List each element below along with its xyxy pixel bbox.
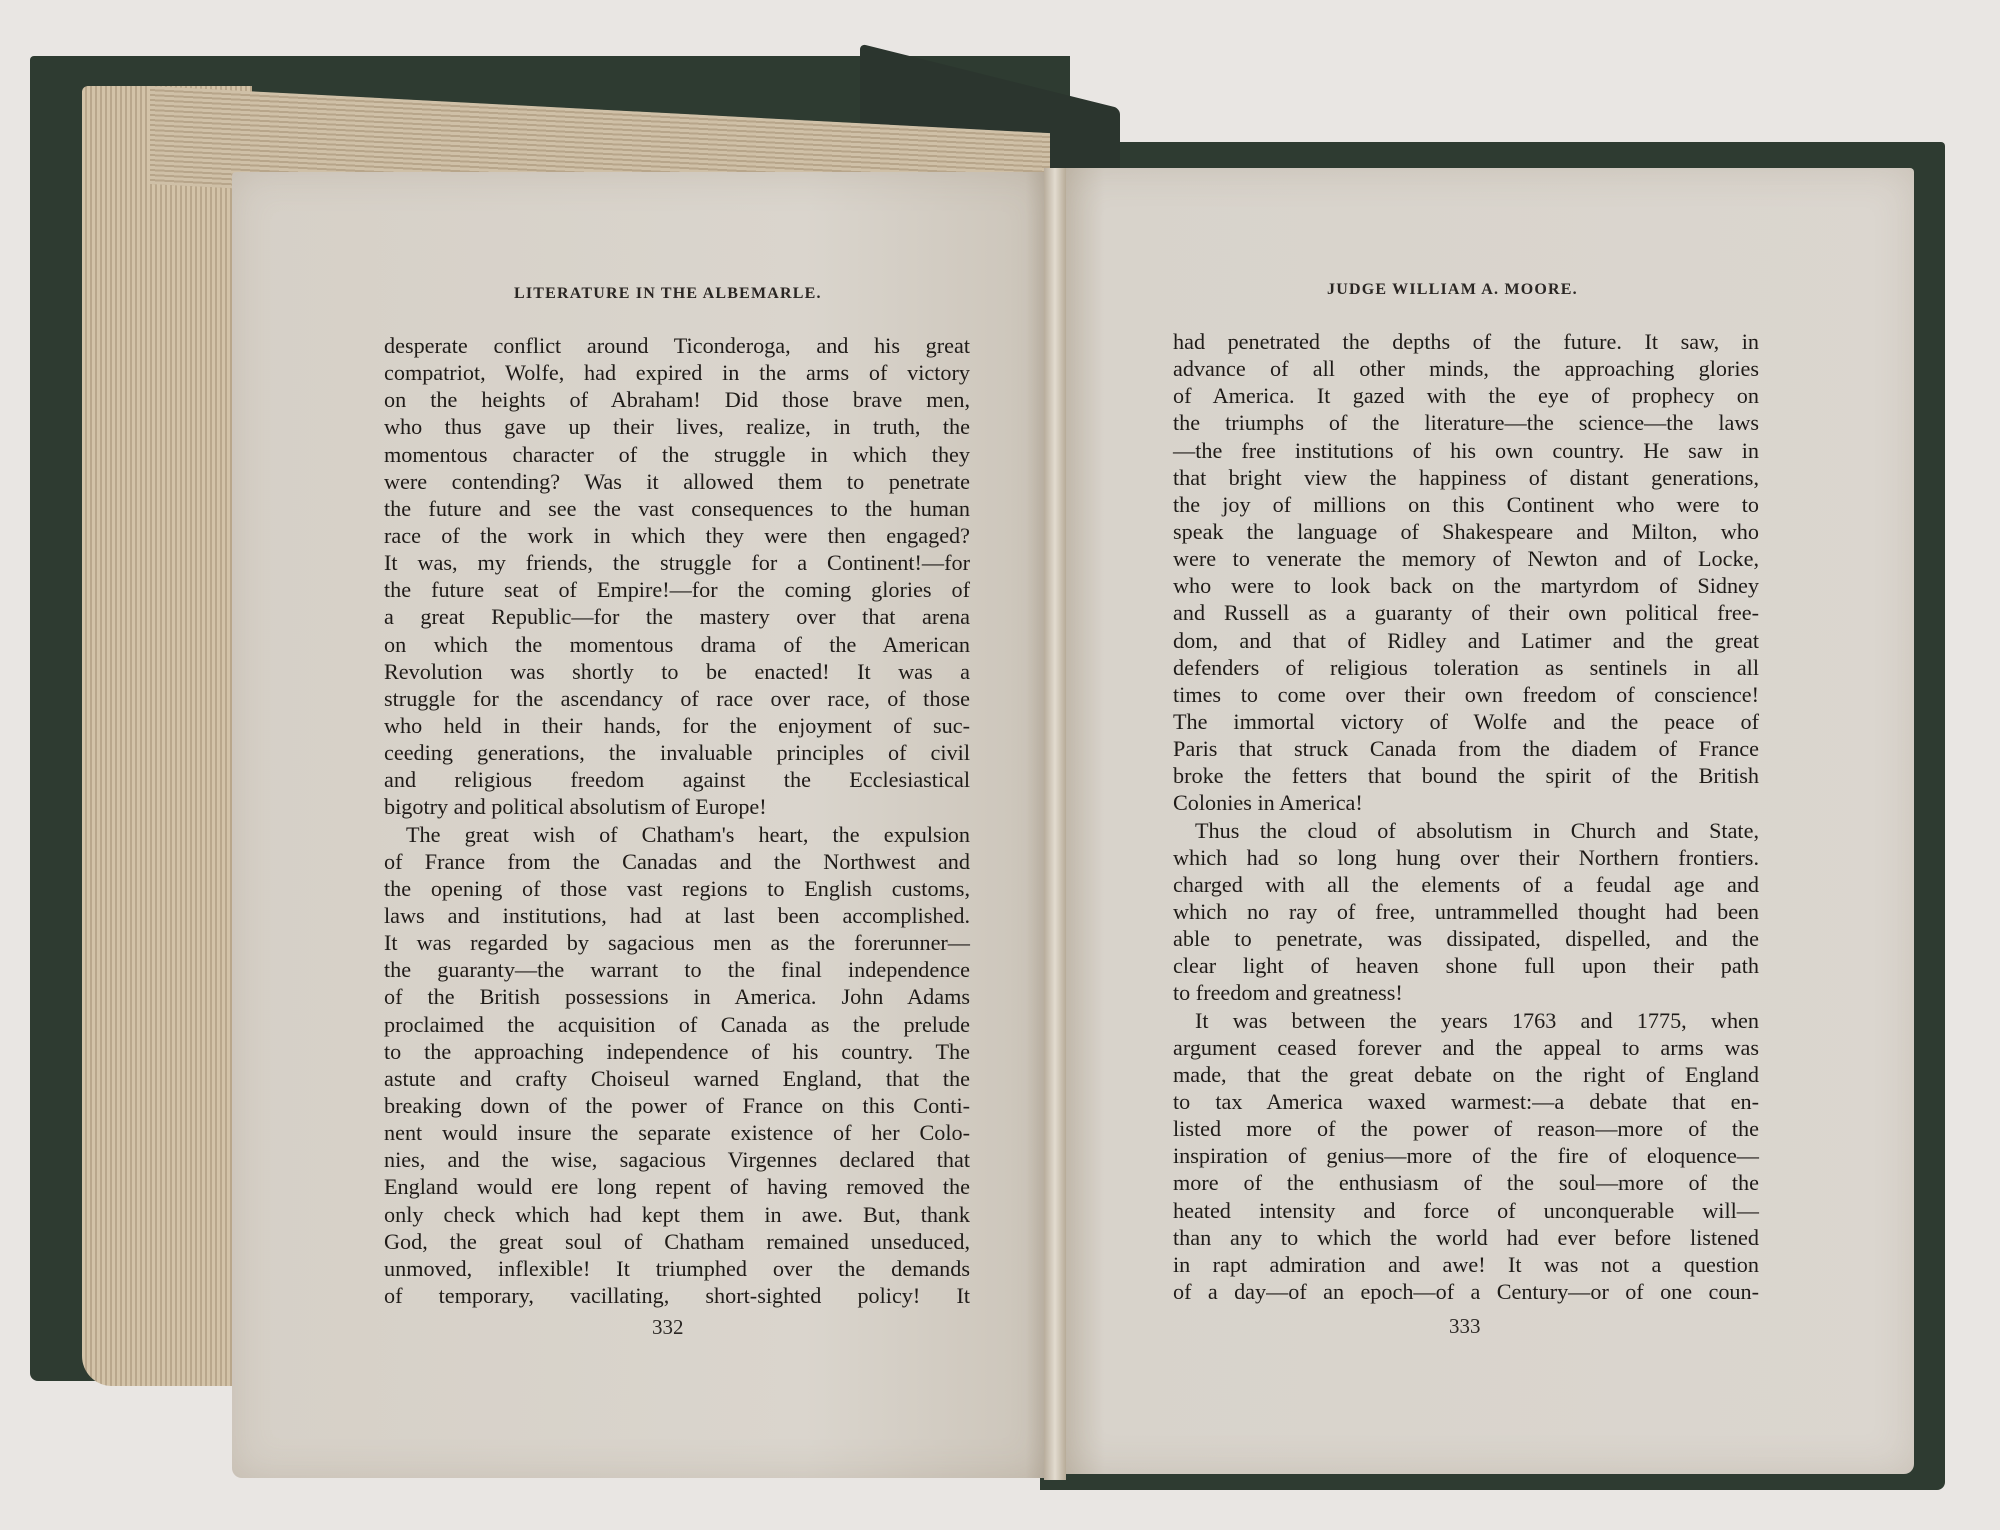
text-line: that bright view the happiness of distant generations, bbox=[1173, 464, 1759, 490]
text-line: a great Republic—for the mastery over that arena bbox=[384, 604, 970, 630]
text-line: made, that the great debate on the right of England bbox=[1173, 1061, 1759, 1087]
text-line: speak the language of Shakespeare and Milton, who bbox=[1173, 518, 1759, 544]
text-line: to the approaching independence of his country. The bbox=[384, 1038, 970, 1064]
left-text-block bbox=[384, 332, 970, 1309]
text-line: The immortal victory of Wolfe and the peace of bbox=[1173, 708, 1759, 734]
text-line: struggle for the ascendancy of race over race, of those bbox=[384, 685, 970, 711]
text-line: laws and institutions, had at last been accomplished. bbox=[384, 902, 970, 928]
right-page-number: 333 bbox=[1449, 1314, 1481, 1338]
text-line: to tax America waxed warmest:—a debate that en- bbox=[1173, 1088, 1759, 1114]
left-running-head: LITERATURE IN THE ALBEMARLE. bbox=[514, 285, 822, 302]
text-line: and religious freedom against the Ecclesiastical bbox=[384, 767, 970, 793]
text-line: only check which had kept them in awe. But, thank bbox=[384, 1201, 970, 1227]
left-page-number: 332 bbox=[652, 1315, 684, 1339]
text-line: the triumphs of the literature—the science—the laws bbox=[1173, 410, 1759, 436]
text-line: heated intensity and force of unconquerable will— bbox=[1173, 1197, 1759, 1223]
text-line: Colonies in America! bbox=[1173, 790, 1363, 816]
text-line: on which the momentous drama of the American bbox=[384, 631, 970, 657]
text-line: desperate conflict around Ticonderoga, and his great bbox=[384, 333, 970, 358]
text-line: inspiration of genius—more of the fire of eloquence— bbox=[1173, 1143, 1759, 1169]
text-line: It was between the years 1763 and 1775, when bbox=[1195, 1007, 1759, 1033]
text-line: argument ceased forever and the appeal to arms was bbox=[1173, 1034, 1759, 1060]
text-line: momentous character of the struggle in which they bbox=[384, 441, 970, 467]
text-line: of France from the Canadas and the Northwest and bbox=[384, 848, 970, 874]
text-line: which no ray of free, untrammelled thought had been bbox=[1173, 898, 1759, 924]
text-line: advance of all other minds, the approaching glories bbox=[1173, 356, 1759, 382]
text-line: compatriot, Wolfe, had expired in the arms of victory bbox=[384, 360, 970, 386]
text-line: who were to look back on the martyrdom of Sidney bbox=[1173, 573, 1759, 599]
text-line: Paris that struck Canada from the diadem of France bbox=[1173, 736, 1759, 762]
text-line: astute and crafty Choiseul warned England, that the bbox=[384, 1065, 970, 1091]
text-line: the future seat of Empire!—for the coming glories of bbox=[384, 577, 970, 603]
text-line: England would ere long repent of having removed the bbox=[384, 1174, 970, 1200]
text-line: than any to which the world had ever before listened bbox=[1173, 1224, 1759, 1250]
text-line: in rapt admiration and awe! It was not a question bbox=[1173, 1251, 1759, 1277]
text-line: to freedom and greatness! bbox=[1173, 980, 1403, 1006]
text-line: nies, and the wise, sagacious Virgennes declared that bbox=[384, 1147, 970, 1173]
text-line: ceeding generations, the invaluable principles of civil bbox=[384, 740, 970, 766]
text-line: breaking down of the power of France on this Conti- bbox=[384, 1092, 970, 1118]
text-line: bigotry and political absolutism of Europe! bbox=[384, 794, 767, 820]
text-line: of temporary, vacillating, short-sighted policy! It bbox=[384, 1282, 970, 1308]
text-line: and Russell as a guaranty of their own political free- bbox=[1173, 600, 1759, 626]
text-line: The great wish of Chatham's heart, the expulsion bbox=[406, 821, 970, 847]
text-line: who thus gave up their lives, realize, in truth, the bbox=[384, 414, 970, 440]
text-line: broke the fetters that bound the spirit of the British bbox=[1173, 763, 1759, 789]
right-text-block bbox=[1173, 328, 1759, 1305]
text-line: nent would insure the separate existence of her Colo- bbox=[384, 1120, 970, 1146]
text-line: times to come over their own freedom of conscience! bbox=[1173, 681, 1759, 707]
text-line: of America. It gazed with the eye of prophecy on bbox=[1173, 383, 1759, 409]
text-line: Revolution was shortly to be enacted! It was a bbox=[384, 658, 970, 684]
text-line: the opening of those vast regions to English customs, bbox=[384, 875, 970, 901]
text-line: proclaimed the acquisition of Canada as the prelude bbox=[384, 1011, 970, 1037]
text-line: charged with all the elements of a feudal age and bbox=[1173, 871, 1759, 897]
text-line: who held in their hands, for the enjoyment of suc- bbox=[384, 712, 970, 738]
text-line: dom, and that of Ridley and Latimer and the great bbox=[1173, 627, 1759, 653]
text-line: of a day—of an epoch—of a Century—or of one coun- bbox=[1173, 1278, 1759, 1304]
text-line: which had so long hung over their Northern frontiers. bbox=[1173, 844, 1759, 870]
text-line: the future and see the vast consequences to the human bbox=[384, 495, 970, 521]
text-line: clear light of heaven shone full upon their path bbox=[1173, 953, 1759, 979]
text-line: the joy of millions on this Continent who were to bbox=[1173, 491, 1759, 517]
text-line: had penetrated the depths of the future. It saw, in bbox=[1173, 329, 1759, 354]
right-running-head: JUDGE WILLIAM A. MOORE. bbox=[1327, 281, 1578, 298]
text-line: unmoved, inflexible! It triumphed over the demands bbox=[384, 1255, 970, 1281]
text-line: on the heights of Abraham! Did those brave men, bbox=[384, 387, 970, 413]
text-line: were contending? Was it allowed them to penetrate bbox=[384, 468, 970, 494]
text-line: listed more of the power of reason—more of the bbox=[1173, 1116, 1759, 1142]
text-line: It was regarded by sagacious men as the forerunner— bbox=[384, 930, 970, 956]
text-line: were to venerate the memory of Newton and of Locke, bbox=[1173, 546, 1759, 572]
text-line: more of the enthusiasm of the soul—more of the bbox=[1173, 1170, 1759, 1196]
text-line: God, the great soul of Chatham remained unseduced, bbox=[384, 1228, 970, 1254]
book-gutter bbox=[1044, 168, 1066, 1480]
text-line: It was, my friends, the struggle for a Continent!—for bbox=[384, 550, 970, 576]
text-line: able to penetrate, was dissipated, dispelled, and the bbox=[1173, 926, 1759, 952]
text-line: of the British possessions in America. John Adams bbox=[384, 984, 970, 1010]
text-line: defenders of religious toleration as sentinels in all bbox=[1173, 654, 1759, 680]
text-line: Thus the cloud of absolutism in Church and State, bbox=[1195, 817, 1759, 843]
text-line: race of the work in which they were then engaged? bbox=[384, 522, 970, 548]
text-line: the guaranty—the warrant to the final independence bbox=[384, 957, 970, 983]
page-edges bbox=[82, 86, 252, 1386]
text-line: —the free institutions of his own country. He saw in bbox=[1173, 437, 1759, 463]
